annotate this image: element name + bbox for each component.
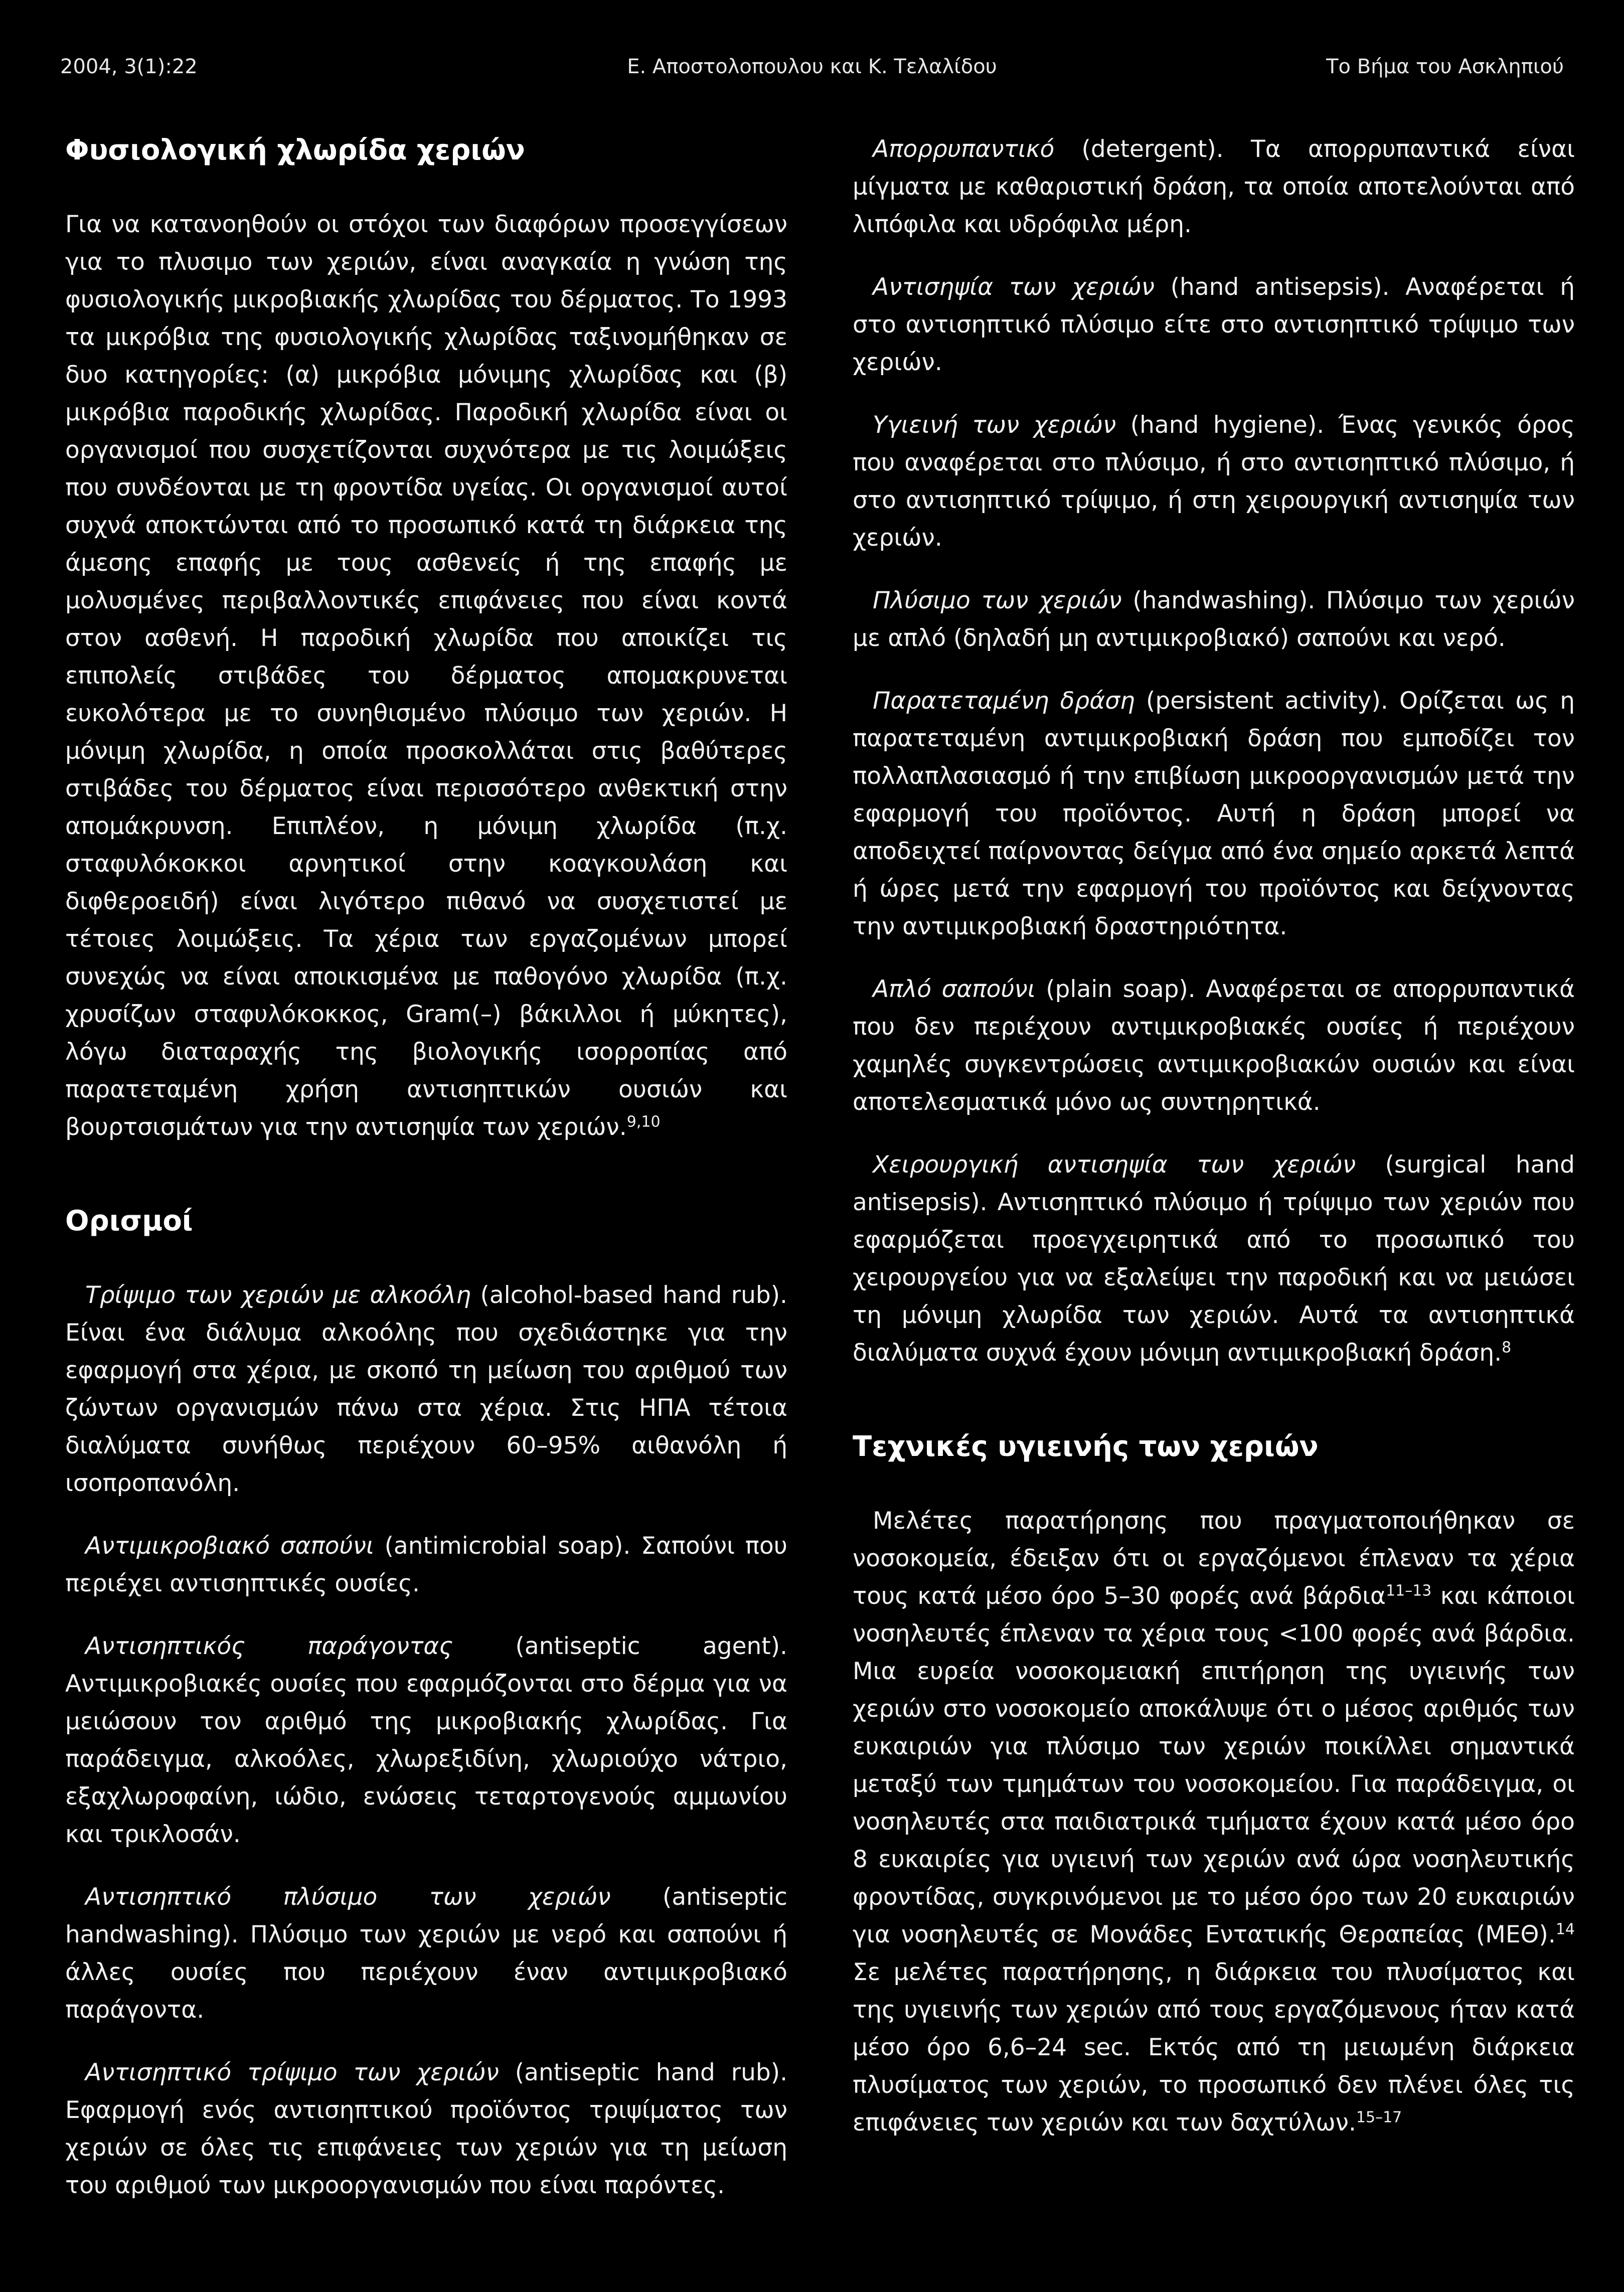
flora-paragraph: Για να κατανοηθούν οι στόχοι των διαφόρων προσεγγίσεων για το πλυσιμο των χεριών, είναι αναγκαία η γνώση της φυσιολογικής μικροβιακής χλωρίδας του δέρματος. Το 1993 τα μικρόβια της φυσιολογικής χλωρίδας ταξινομήθηκαν σε δυο κατηγορίες: (α) μικρόβια μόνιμης χλωρίδας και (β) μικρόβια παροδικής χλωρίδας. Παροδική χλωρίδα είναι οι οργανισμοί που συσχετίζονται συχνότερα με τις λοιμώξεις που συνδέονται με τη φροντίδα υγείας. Οι οργανισμοί αυτοί συχνά αποκτώνται από το προσωπικό κατά τη διάρκεια της άμεσης επαφής με τους ασθενείς ή της επαφής με μολυσμένες περιβαλλοντικές επιφάνειες που είναι κοντά στον ασθενή. Η παροδική χλωρίδα που αποικίζει τις επιπολείς στιβάδες του δέρματος απομακρυνεται ευκολότερα με το συνηθισμένο πλύσιμο των χεριών. Η μόνιμη χλωρίδα, η οποία προσκολλάται στις βαθύτερες στιβάδες του δέρματος είναι περισσότερο ανθεκτική στην απομάκρυνση. Επιπλέον, η μόνιμη χλωρίδα (π.χ. σταφυλόκοκκοι αρνητικοί στην κοαγκουλάση και διφθεροειδή) είναι λιγότερο πιθανό να συσχετιστεί με τέτοιες λοιμώξεις. Τα χέρια των εργαζομένων μπορεί συνεχώς να είναι αποικισμένα με παθογόνο χλωρίδα (π.χ. χρυσίζων σταφυλόκοκκος, Gram(–) βάκιλλοι ή μύκητες), λόγω διαταραχής της βιολογικής ισορροπίας από παρατεταμένη χρήση αντισηπτικών ουσιών και βουρτσισμάτων για την αντισηψία των χεριών.$^{9,10}$ <box>65 211 787 1141</box>
definition-item: Υγιεινή των χεριών (hand hygiene). Ένας γενικός όρος που αναφέρεται στο πλύσιμο, ή στο αντισηπτικό πλύσιμο, ή στο αντισηπτικό τρίψιμο, ή στη χειρουργική αντισηψία των χεριών. <box>853 411 1575 552</box>
definition-item: Αντιμικροβιακό σαπούνι (antimicrobial soap). Σαπούνι που περιέχει αντισηπτικές ουσίες. <box>65 1532 788 1597</box>
running-header <box>60 55 1564 85</box>
definition-term: Απλό σαπούνι <box>873 975 1036 1003</box>
citation-ref: 14 <box>1555 1920 1575 1938</box>
section-title-definitions: Ορισμοί <box>65 1205 193 1237</box>
definition-item: Αντισηπτικό τρίψιμο των χεριών (antiseptic hand rub). Εφαρμογή ενός αντισηπτικού προϊόντος τριψίματος των χεριών σε όλες τις επιφάνειες των χεριών για τη μείωση του αριθμού των μικροοργανισμών που είναι παρόντες. <box>65 2059 788 2199</box>
citation-ref: 15–17 <box>1356 2108 1402 2126</box>
journal-citation: 2004, 3(1):22 <box>60 55 198 78</box>
hygiene-paragraph: Μελέτες παρατήρησης που πραγματοποιήθηκαν σε νοσοκομεία, έδειξαν ότι οι εργαζόμενοι έπλεναν τα χέρια τους κατά μέσο όρο 5–30 φορές ανά βάρδια$^{11-13}$ και κάποιοι νοσηλευτές έπλεναν τα χέρια τους <100 φορές ανά βάρδια. Μια ευρεία νοσοκομειακή επιτήρηση της υγιεινής των χεριών στο νοσοκομείο αποκάλυψε ότι ο μέσος αριθμός των ευκαιριών για πλύσιμο των χεριών ποικίλλει σημαντικά μεταξύ των τμημάτων του νοσοκομείου. Για παράδειγμα, οι νοσηλευτές στα παιδιατρικά τμήματα έχουν κατά μέσο όρο 8 ευκαιρίες για υγιεινή των χεριών ανά ώρα νοσηλευτικής φροντίδας, συγκρινόμενοι με το μέσο όρο των 20 ευκαιριών για νοσηλευτές σε Μονάδες Εντατικής Θεραπείας (ΜΕΘ).$^{14}$ Σε μελέτες παρατήρησης, η διάρκεια του πλυσίματος και της υγιεινής των χεριών από τους εργαζόμενους ήταν κατά μέσο όρο 6,6–24 sec. Εκτός από τη μειωμένη διάρκεια πλυσίματος των χεριών, το προσωπικό δεν πλένει όλες τις επιφάνειες των χεριών και των δαχτύλων.$^{15-17}$ <box>853 1507 1575 2137</box>
definition-item: Αντισηπτικό πλύσιμο των χεριών (antiseptic handwashing). Πλύσιμο των χεριών με νερό και σαπούνι ή άλλες ουσίες που περιέχουν έναν αντιμικροβιακό παράγοντα. <box>65 1883 787 2024</box>
definition-item: Χειρουργική αντισηψία των χεριών (surgical hand antisepsis). Αντισηπτικό πλύσιμο ή τρίψιμο των χεριών που εφαρμόζεται προεγχειρητικά από το προσωπικό του χειρουργείου για να εξαλείψει την παροδική και να μειώσει τη μόνιμη χλωρίδα των χεριών. Αυτά τα αντισηπτικά διαλύματα συχνά έχουν μόνιμη αντιμικροβιακή δράση.$^8$ <box>853 1151 1575 1367</box>
section-title-flora: Φυσιολογική χλωρίδα χεριών <box>65 134 525 167</box>
definition-item: Απλό σαπούνι (plain soap). Αναφέρεται σε απορρυπαντικά που δεν περιέχουν αντιμικροβιακές ουσίες ή περιέχουν χαμηλές συγκεντρώσεις αντιμικροβιακών ουσιών και είναι αποτελεσματικά μόνο ως συντηρητικά. <box>853 975 1575 1116</box>
right-column <box>853 130 1575 2167</box>
definition-term: Αντισηψία των χεριών <box>873 273 1155 301</box>
definition-term: Υγιεινή των χεριών <box>873 411 1116 439</box>
definition-item: Παρατεταμένη δράση (persistent activity). Ορίζεται ως η παρατεταμένη αντιμικροβιακή δράση που εμποδίζει τον πολλαπλασιασμό ή την επιβίωση μικροοργανισμών μετά την εφαρμογή του προϊόντος. Αυτή η δράση μπορεί να αποδειχτεί παίρνοντας δείγμα από ένα σημείο αρκετά λεπτά ή ώρες μετά την εφαρμογή του προϊόντος και δείχνοντας την αντιμικροβιακή δραστηριότητα. <box>853 687 1575 940</box>
definition-term: Απορρυπαντικό <box>873 135 1055 163</box>
journal-title: Το Βήμα του Ασκληπιού <box>1326 55 1564 78</box>
definition-term: Αντισηπτικό πλύσιμο των χεριών <box>85 1883 611 1911</box>
citation-ref: 11–13 <box>1386 1582 1432 1600</box>
definition-term: Τρίψιμο των χεριών με αλκοόλη <box>85 1281 471 1309</box>
left-column <box>65 130 787 2229</box>
definition-item: Απορρυπαντικό (detergent). Τα απορρυπαντικά είναι μίγματα με καθαριστική δράση, τα οποία αποτελούνται από λιπόφιλα και υδρόφιλα μέρη. <box>853 135 1575 238</box>
definition-term: Παρατεταμένη δράση <box>873 687 1135 715</box>
definition-term: Αντισηπτικός παράγοντας <box>85 1632 453 1660</box>
definition-item: Αντισηπτικός παράγοντας (antiseptic agent). Αντιμικροβιακές ουσίες που εφαρμόζονται στο δέρμα για να μειώσουν τον αριθμό της μικροβιακής χλωρίδας. Για παράδειγμα, αλκοόλες, χλωρεξιδίνη, χλωριούχο νάτριο, εξαχλωροφαίνη, ιώδιο, ενώσεις τεταρτογενούς αμμωνίου και τρικλοσάν. <box>65 1632 787 1848</box>
definition-item: Τρίψιμο των χεριών με αλκοόλη (alcohol-based hand rub). Είναι ένα διάλυμα αλκοόλης που σχεδιάστηκε για την εφαρμογή στα χέρια, με σκοπό τη μείωση του αριθμού των ζώντων οργανισμών πάνω στα χέρια. Στις ΗΠΑ τέτοια διαλύματα συνήθως περιέχουν 60–95% αιθανόλη ή ισοπροπανόλη. <box>65 1281 787 1497</box>
section-title-hand-hygiene: Τεχνικές υγιεινής των χεριών <box>853 1430 1319 1463</box>
citation-ref: 8 <box>1502 1339 1512 1357</box>
definition-item: Πλύσιμο των χεριών (handwashing). Πλύσιμο των χεριών με απλό (δηλαδή μη αντιμικροβιακό) σαπούνι και νερό. <box>853 587 1575 652</box>
citation-ref: 9,10 <box>626 1113 661 1131</box>
definition-term: Πλύσιμο των χεριών <box>873 587 1122 614</box>
definition-item: Αντισηψία των χεριών (hand antisepsis). Αναφέρεται ή στο αντισηπτικό πλύσιμο είτε στο αντισηπτικό τρίψιμο των χεριών. <box>853 273 1575 376</box>
definition-term: Αντισηπτικό τρίψιμο των χεριών <box>85 2059 499 2086</box>
definition-term: Αντιμικροβιακό σαπούνι <box>85 1532 374 1560</box>
definition-term: Χειρουργική αντισηψία των χεριών <box>873 1151 1356 1179</box>
authors: Ε. Αποστολοπουλου και Κ. Τελαλίδου <box>627 55 997 78</box>
